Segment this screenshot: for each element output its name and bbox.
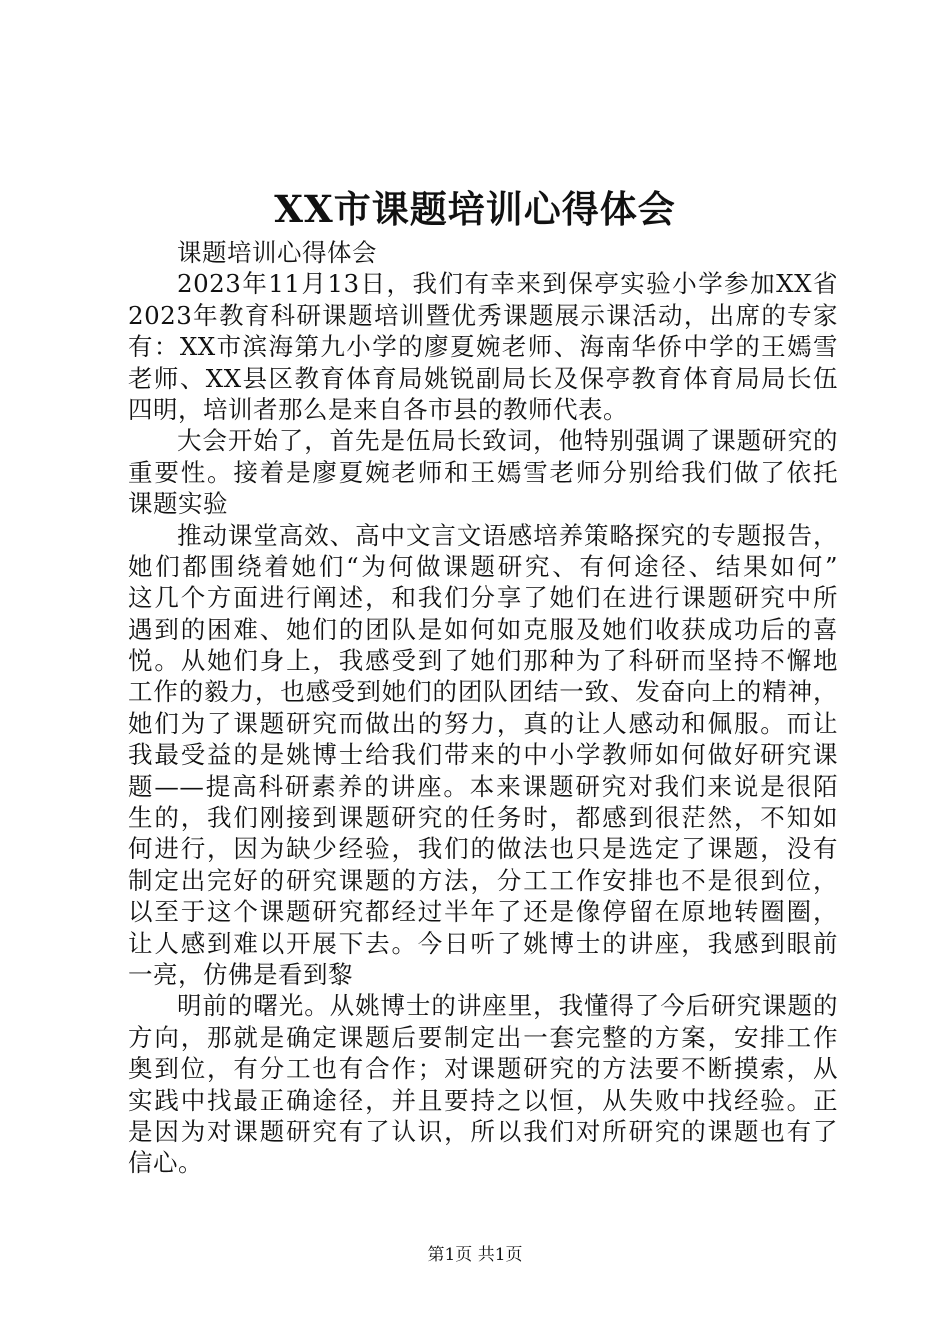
body-line: 制定出完好的研究课题的方法，分工工作安排也不是很到位， — [128, 865, 838, 895]
body-line: 课题实验 — [128, 489, 228, 519]
body-line: 老师、XX县区教育体育局姚锐副局长及保亭教育体育局局长伍 — [128, 363, 838, 393]
body-line: 大会开始了，首先是伍局长致词，他特别强调了课题研究的 — [177, 426, 838, 456]
body-line: 奥到位，有分工也有合作；对课题研究的方法要不断摸索，从 — [128, 1054, 838, 1084]
body-line: 课题培训心得体会 — [177, 238, 377, 267]
body-line: 我最受益的是姚博士给我们带来的中小学教师如何做好研究课 — [128, 740, 838, 770]
body-line: 遇到的困难、她们的团队是如何如克服及她们收获成功后的喜 — [128, 614, 838, 644]
body-line: 悦。从她们身上，我感受到了她们那种为了科研而坚持不懈地 — [128, 646, 838, 676]
body-line: 一亮，仿佛是看到黎 — [128, 959, 353, 989]
body-line: 她们都围绕着她们“为何做课题研究、有何途径、结果如何” — [128, 551, 838, 581]
body-line: 工作的毅力，也感受到她们的团队团结一致、发奋向上的精神， — [128, 677, 838, 707]
body-line: 她们为了课题研究而做出的努力，真的让人感动和佩服。而让 — [128, 708, 838, 738]
body-line: 实践中找最正确途径，并且要持之以恒，从失败中找经验。正 — [128, 1085, 838, 1115]
body-line: 题——提高科研素养的讲座。本来课题研究对我们来说是很陌 — [128, 771, 838, 801]
body-line: 有：XX市滨海第九小学的廖夏婉老师、海南华侨中学的王嫣雪 — [128, 332, 838, 362]
body-line: 方向，那就是确定课题后要制定出一套完整的方案，安排工作 — [128, 1022, 838, 1052]
body-line: 推动课堂高效、高中文言文语感培养策略探究的专题报告， — [177, 520, 838, 550]
body-line: 以至于这个课题研究都经过半年了还是像停留在原地转圈圈， — [128, 897, 838, 927]
body-line: 信心。 — [128, 1148, 203, 1178]
body-line: 何进行，因为缺少经验，我们的做法也只是选定了课题，没有 — [128, 834, 838, 864]
body-line: 是因为对课题研究有了认识，所以我们对所研究的课题也有了 — [128, 1116, 838, 1146]
body-line: 四明，培训者那么是来自各市县的教师代表。 — [128, 394, 628, 424]
body-line: 明前的曙光。从姚博士的讲座里，我懂得了今后研究课题的 — [177, 991, 838, 1021]
page-footer: 第1页 共1页 — [427, 1245, 523, 1265]
body-line: 重要性。接着是廖夏婉老师和王嫣雪老师分别给我们做了依托 — [128, 457, 838, 487]
body-line: 这几个方面进行阐述，和我们分享了她们在进行课题研究中所 — [128, 583, 838, 613]
document-body — [128, 237, 838, 1179]
body-line: 2023年教育科研课题培训暨优秀课题展示课活动，出席的专家 — [128, 300, 838, 330]
document-title: XX市课题培训心得体会 — [274, 187, 676, 231]
body-line: 2023年11月13日，我们有幸来到保亭实验小学参加XX省 — [177, 269, 838, 299]
body-line: 让人感到难以开展下去。今日听了姚博士的讲座，我感到眼前 — [128, 928, 838, 958]
body-line: 生的，我们刚接到课题研究的任务时，都感到很茫然，不知如 — [128, 803, 838, 833]
